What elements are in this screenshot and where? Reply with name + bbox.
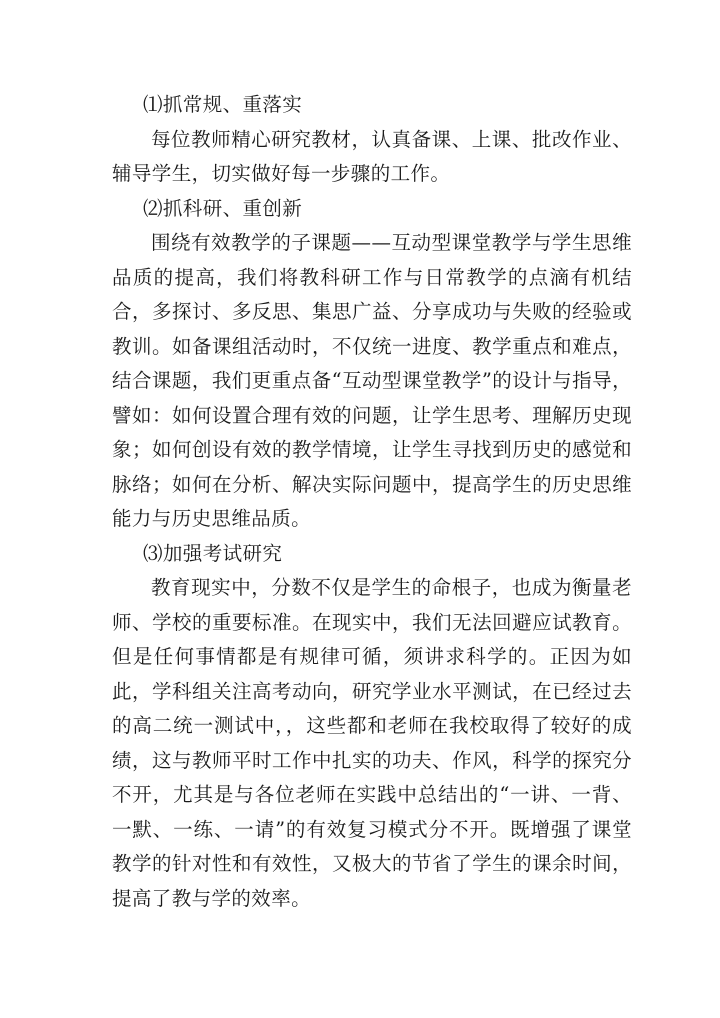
section-paragraph-3: 教育现实中，分数不仅是学生的命根子，也成为衡量老师、学校的重要标准。在现实中，我们无法回避应试教育。但是任何事情都是有规律可循，须讲求科学的。正因为如此，学科组关注高考动向，研究学业水平测试，在已经过去的高二统一测试中，，这些都和老师在我校取得了较好的成绩，这与教师平时工作中扎实的功夫、作风，科学的探究分不开，尤其是与各位老师在实践中总结出的“一讲、一背、一默、一练、一请”的有效复习模式分不开。既增强了课堂教学的针对性和有效性，又极大的节省了学生的课余时间，提高了教与学的效率。 [112, 576, 632, 910]
section-paragraph-1: 每位教师精心研究教材，认真备课、上课、批改作业、辅导学生，切实做好每一步骤的工作。 [112, 127, 632, 185]
section-heading-1: ⑴抓常规、重落实 [143, 93, 303, 116]
section-paragraph-2: 围绕有效教学的子课题——互动型课堂教学与学生思维品质的提高，我们将教科研工作与日常教学的点滴有机结合，多探讨、多反思、集思广益、分享成功与失败的经验或教训。如备课组活动时，不仅统一进度、教学重点和难点，结合课题，我们更重点备“互动型课堂教学”的设计与指导，譬如：如何设置合理有效的问题，让学生思考、理解历史现象；如何创设有效的教学情境，让学生寻找到历史的感觉和脉络；如何在分析、解决实际问题中，提高学生的历史思维能力与历史思维品质。 [112, 231, 632, 530]
section-heading-2: ⑵抓科研、重创新 [143, 196, 303, 220]
document-page [112, 88, 632, 916]
section-heading-3: ⑶加强考试研究 [143, 541, 283, 565]
